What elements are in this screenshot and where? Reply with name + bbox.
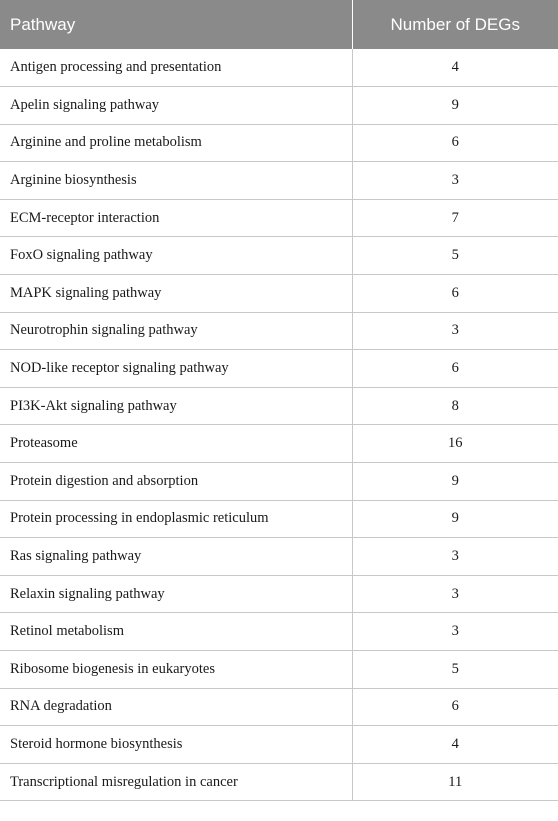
deg-count-cell: 4: [352, 726, 558, 764]
table-row: [0, 575, 558, 613]
table-header: [0, 0, 558, 49]
pathway-cell: PI3K-Akt signaling pathway: [0, 387, 352, 425]
table-row: [0, 350, 558, 388]
pathway-cell: NOD-like receptor signaling pathway: [0, 350, 352, 388]
header-number-of-degs: Number of DEGs: [352, 0, 558, 49]
deg-count-cell: 6: [352, 688, 558, 726]
table-row: [0, 613, 558, 651]
deg-count-cell: 6: [352, 124, 558, 162]
deg-count-cell: 11: [352, 763, 558, 801]
pathway-cell: Ras signaling pathway: [0, 538, 352, 576]
pathway-cell: Antigen processing and presentation: [0, 49, 352, 87]
pathway-cell: Arginine and proline metabolism: [0, 124, 352, 162]
table-row: [0, 763, 558, 801]
table-body: [0, 49, 558, 801]
table-row: [0, 538, 558, 576]
header-row: [0, 0, 558, 49]
deg-count-cell: 3: [352, 538, 558, 576]
pathway-cell: Proteasome: [0, 425, 352, 463]
deg-count-cell: 3: [352, 575, 558, 613]
pathway-cell: FoxO signaling pathway: [0, 237, 352, 275]
deg-count-cell: 3: [352, 162, 558, 200]
deg-count-cell: 16: [352, 425, 558, 463]
deg-count-cell: 9: [352, 500, 558, 538]
pathway-cell: Arginine biosynthesis: [0, 162, 352, 200]
table-row: [0, 463, 558, 501]
deg-count-cell: 3: [352, 613, 558, 651]
deg-count-cell: 3: [352, 312, 558, 350]
table-row: [0, 124, 558, 162]
table-row: [0, 726, 558, 764]
pathway-cell: Apelin signaling pathway: [0, 87, 352, 125]
deg-count-cell: 4: [352, 49, 558, 87]
deg-count-cell: 6: [352, 275, 558, 313]
table-row: [0, 275, 558, 313]
table-row: [0, 500, 558, 538]
pathway-cell: Neurotrophin signaling pathway: [0, 312, 352, 350]
pathway-cell: Protein processing in endoplasmic reticulum: [0, 500, 352, 538]
table-row: [0, 87, 558, 125]
deg-count-cell: 5: [352, 237, 558, 275]
table-row: [0, 425, 558, 463]
pathway-cell: Protein digestion and absorption: [0, 463, 352, 501]
header-pathway: Pathway: [0, 0, 352, 49]
deg-count-cell: 7: [352, 199, 558, 237]
pathway-cell: MAPK signaling pathway: [0, 275, 352, 313]
pathway-cell: Transcriptional misregulation in cancer: [0, 763, 352, 801]
deg-count-cell: 9: [352, 87, 558, 125]
deg-count-cell: 9: [352, 463, 558, 501]
pathway-cell: Ribosome biogenesis in eukaryotes: [0, 651, 352, 689]
deg-count-cell: 8: [352, 387, 558, 425]
table-row: [0, 237, 558, 275]
table-row: [0, 387, 558, 425]
pathway-cell: Steroid hormone biosynthesis: [0, 726, 352, 764]
pathway-cell: Relaxin signaling pathway: [0, 575, 352, 613]
pathway-cell: RNA degradation: [0, 688, 352, 726]
table-row: [0, 199, 558, 237]
pathway-cell: Retinol metabolism: [0, 613, 352, 651]
pathway-cell: ECM-receptor interaction: [0, 199, 352, 237]
table-row: [0, 312, 558, 350]
deg-count-cell: 6: [352, 350, 558, 388]
deg-count-cell: 5: [352, 651, 558, 689]
table-row: [0, 162, 558, 200]
table-row: [0, 651, 558, 689]
table-row: [0, 49, 558, 87]
table-row: [0, 688, 558, 726]
